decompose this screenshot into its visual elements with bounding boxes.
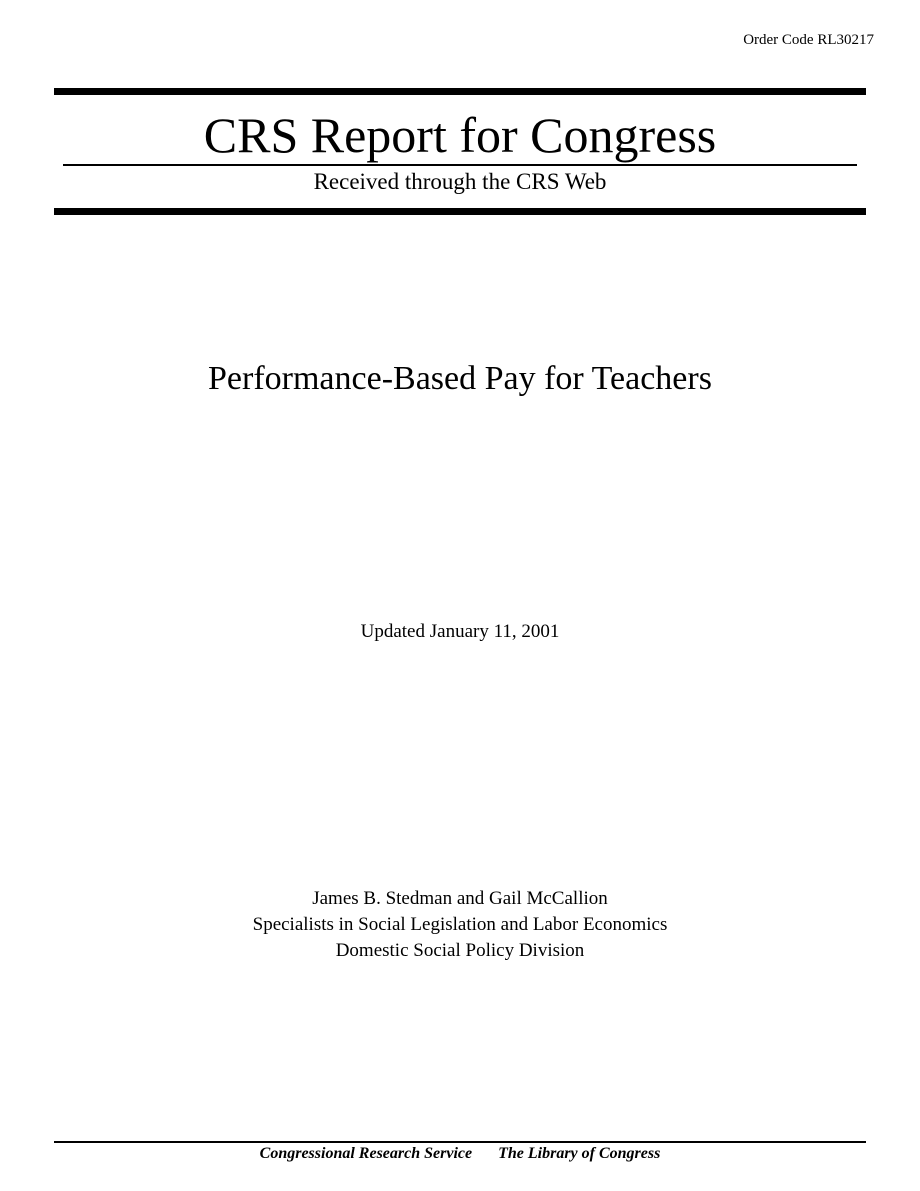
masthead-top-rule	[54, 88, 866, 95]
author-block	[0, 886, 920, 964]
masthead-divider	[63, 164, 857, 166]
masthead-title: CRS Report for Congress	[203, 107, 717, 163]
author-division: Domestic Social Policy Division	[335, 940, 585, 961]
footer-crs: Congressional Research Service	[259, 1145, 473, 1162]
report-title: Performance-Based Pay for Teachers	[208, 360, 712, 397]
masthead-bottom-rule	[54, 208, 866, 215]
footer-library: The Library of Congress	[498, 1145, 661, 1162]
footer-rule	[54, 1141, 866, 1143]
order-code: Order Code RL30217	[743, 32, 874, 48]
updated-date: Updated January 11, 2001	[360, 621, 560, 642]
author-names: James B. Stedman and Gail McCallion	[312, 888, 608, 909]
author-titles: Specialists in Social Legislation and Labor Economics	[252, 914, 668, 935]
masthead-subtitle: Received through the CRS Web	[313, 169, 607, 194]
footer	[0, 1145, 920, 1163]
